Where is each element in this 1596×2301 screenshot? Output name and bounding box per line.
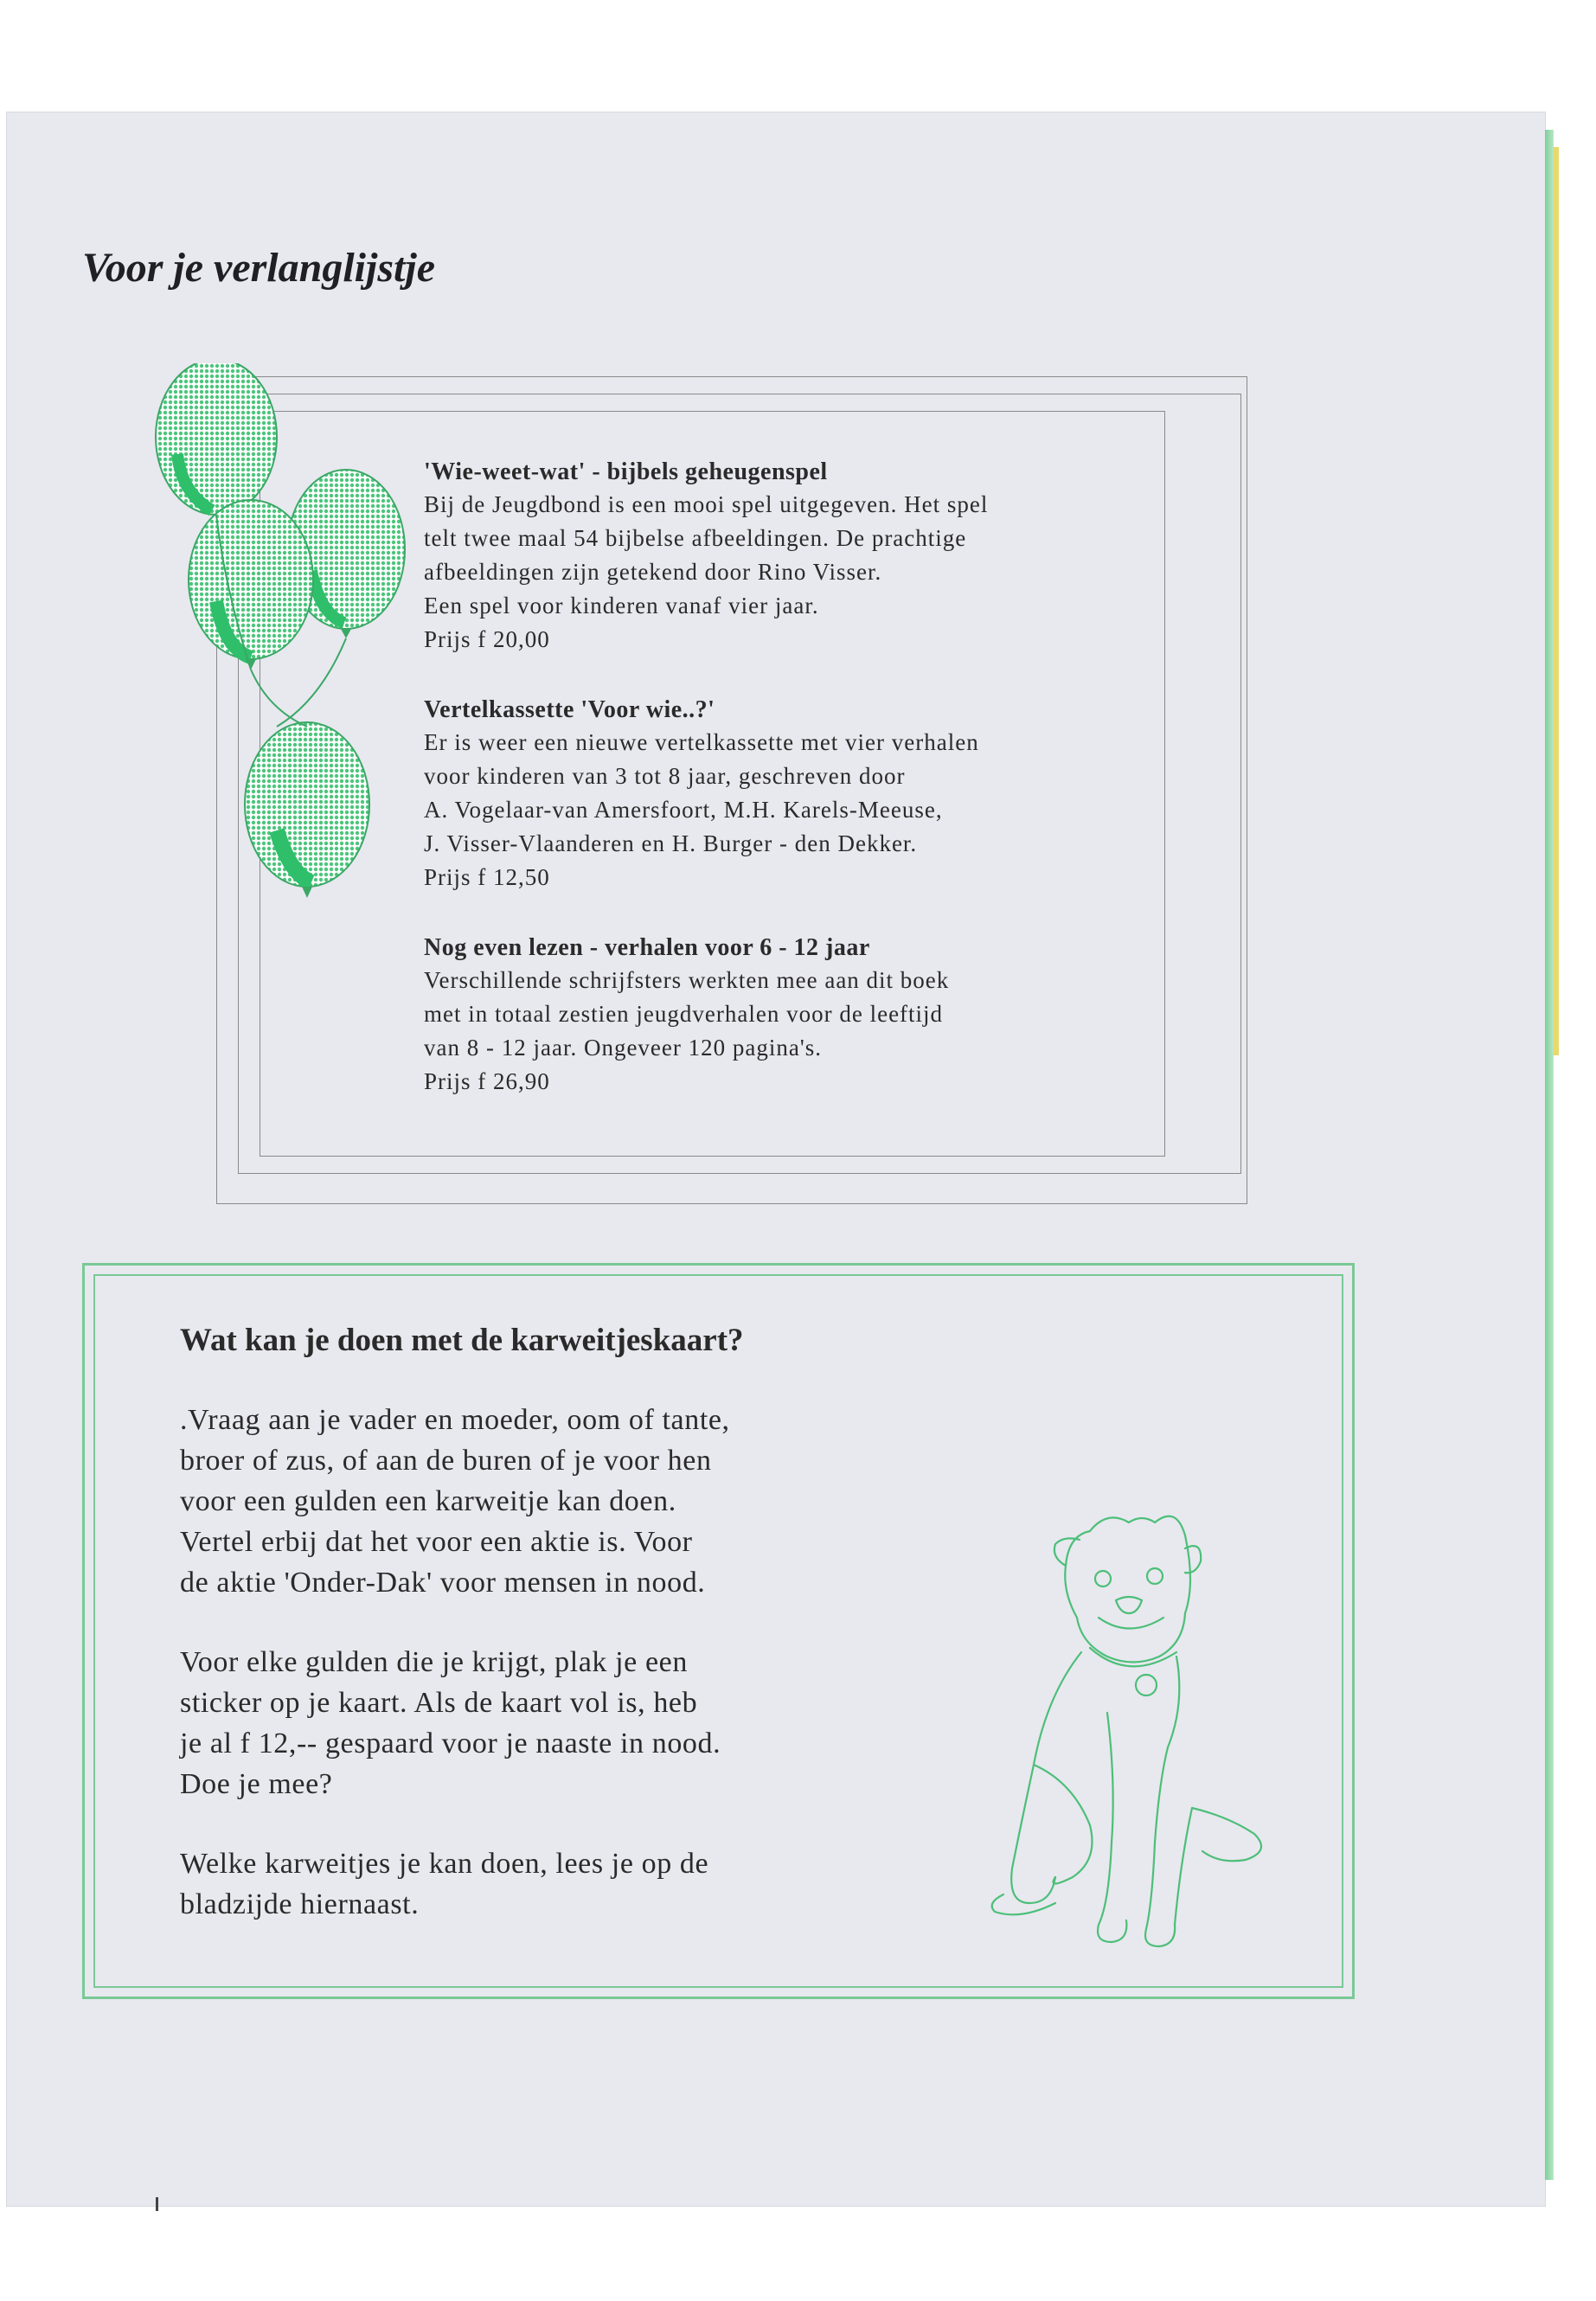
book-price: Prijs f 12,50 [424,864,550,890]
dog-eye-left [1095,1571,1111,1586]
box-line: .Vraag aan je vader en moeder, oom of tante, [180,1404,730,1436]
dog-illustration [969,1497,1298,1964]
page-edge [1545,130,1554,2180]
box-title: Wat kan je doen met de karweitjeskaart? [180,1323,744,1358]
box-line: bladzijde hiernaast. [180,1888,420,1920]
dog-back [1011,1652,1081,1903]
box-line: Vertel erbij dat het voor een aktie is. Voor [180,1526,693,1558]
balloon-middle [189,500,313,670]
dog-mouth [1099,1618,1163,1629]
book-title: Nog even lezen - verhalen voor 6 - 12 jaar [424,934,870,961]
box-line: voor een gulden een karweitje kan doen. [180,1485,676,1517]
dog-front-leg [1145,1657,1192,1946]
book-line: A. Vogelaar-van Amersfoort, M.H. Karels-Meeuse, [424,797,943,823]
box-line: Welke karweitjes je kan doen, lees je op de [180,1848,709,1880]
balloon-bottom [245,722,369,898]
box-line: Voor elke gulden die je krijgt, plak je een [180,1646,688,1678]
book-title: 'Wie-weet-wat' - bijbels geheugenspel [424,458,828,485]
dog-front-leg-left [1098,1713,1126,1942]
book-line: Bij de Jeugdbond is een mooi spel uitgegeven. Het spel [424,491,989,517]
box-paragraph [180,1642,924,1804]
balloon-top-left [156,363,277,515]
book-line: Er is weer een nieuwe vertelkassette met vier verhalen [424,729,979,755]
book-line: Een spel voor kinderen vanaf vier jaar. [424,593,819,619]
box-paragraph [180,1400,924,1603]
box-paragraph [180,1843,924,1925]
book-price: Prijs f 26,90 [424,1068,550,1094]
box-line: sticker op je kaart. Als de kaart vol is, heb [180,1687,698,1719]
box-line: Doe je mee? [180,1768,333,1800]
book-line: Verschillende schrijfsters werkten mee aan dit boek [424,967,950,993]
book-line: telt twee maal 54 bijbelse afbeeldingen. De prachtige [424,525,967,551]
dog-tag [1136,1675,1157,1695]
dog-collar [1090,1648,1176,1666]
book-line: met in totaal zestien jeugdverhalen voor de leeftijd [424,1001,944,1027]
book-title: Vertelkassette 'Voor wie..?' [424,696,715,723]
dog-head-top [1090,1516,1185,1535]
book-list [424,458,1116,1138]
box-line: de aktie 'Onder-Dak' voor mensen in nood. [180,1567,706,1599]
scan-mark [156,2197,158,2211]
page-title: Voor je verlanglijstje [82,245,435,291]
dog-eye-right [1147,1568,1163,1584]
dog-nose [1116,1597,1142,1613]
book-price: Prijs f 20,00 [424,626,550,652]
box-body [180,1400,924,1964]
dog-hind-paw [1192,1808,1261,1861]
book-item [424,458,1116,657]
box-line: broer of zus, of aan de buren of je voor hen [180,1445,712,1477]
book-item [424,696,1116,894]
book-line: J. Visser-Vlaanderen en H. Burger - den Dekker. [424,830,918,856]
book-line: voor kinderen van 3 tot 8 jaar, geschreven door [424,763,906,789]
book-line: van 8 - 12 jaar. Ongeveer 120 pagina's. [424,1035,822,1061]
book-line: afbeeldingen zijn getekend door Rino Visser. [424,559,882,585]
page-edge-tab [1554,147,1559,1055]
dog-haunch [1034,1765,1093,1884]
balloons-illustration [147,363,424,934]
book-item [424,934,1116,1099]
box-line: je al f 12,-- gespaard voor je naaste in nood. [180,1727,721,1759]
